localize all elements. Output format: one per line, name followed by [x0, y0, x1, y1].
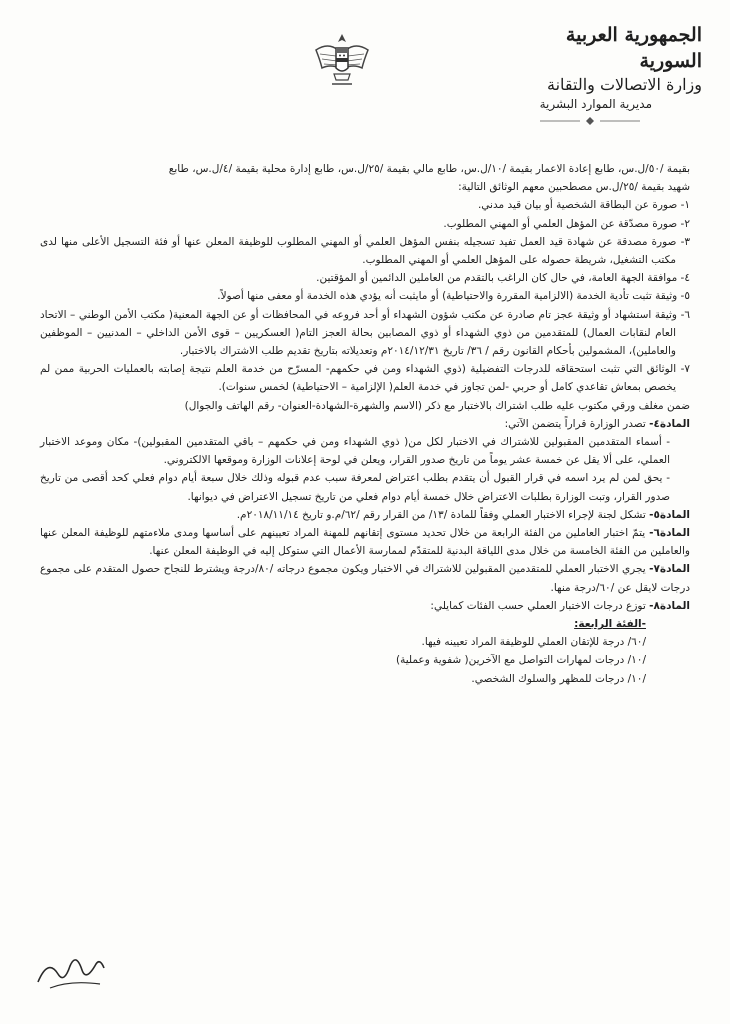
article-7	[40, 560, 690, 596]
article-4	[40, 415, 690, 433]
article-clause: - أسماء المتقدمين المقبولين للاشتراك في الاختبار لكل من( ذوي الشهداء ومن في حكمهم – باقي المتقدمين المقبولين)- مكان وموعد الاختبار العملي، على ألا يقل عن خمسة عشر يوماً من تاريخ صدور القرار، ويعلن في لوحة إعلانات الوزارة وموقعها الالكتروني.	[40, 436, 670, 467]
intro-line: شهيد بقيمة /٢٥/ل.س مصطحبين معهم الوثائق التالية:	[458, 181, 690, 194]
document-item: ٢- صورة مصدّقة عن المؤهل العلمي أو المهني المطلوب.	[443, 217, 690, 230]
article-number: المادة٥-	[649, 508, 690, 521]
document-item: ٣- صورة مصدقة عن شهادة قيد العمل تفيد تسجيله بنفس المؤهل العلمي أو المهني المطلوب للوظيفة المعلن عنها أو فئة التسجيل الأعلى منها لدى مكتب التشغيل، شريطة حصوله على المؤهل العلمي أو المهني المطلوب.	[40, 235, 690, 267]
article-number: المادة٧-	[649, 563, 690, 576]
article-5	[40, 506, 690, 524]
article-text: تشكل لجنة لإجراء الاختبار العملي وفقاً للمادة /١٣/ من القرار رقم /٦٢/م.و تاريخ ٢٠١٨/١١/١٤م.	[236, 508, 646, 521]
article-number: المادة٨-	[649, 599, 690, 612]
handwritten-signature-icon	[30, 944, 110, 994]
grade-item: /١٠/ درجات لمهارات التواصل مع الآخرين( شفوية وعملية)	[395, 654, 646, 667]
grade-item: /١٠/ درجات للمظهر والسلوك الشخصي.	[471, 672, 646, 685]
document-item: ١- صورة عن البطاقة الشخصية أو بيان قيد مدني.	[477, 199, 690, 212]
document-item: ٧- الوثائق التي تثبت استحقاقه للدرجات التفضيلية (ذوي الشهداء ومن في حكمهم- المسرّح من خدمة العلم نتيجة إصابته بالعمليات الحربية ممن لم يخصص بمعاش تقاعدي كامل أو حربي -لمن تجاوز في خدمة العلم( الإلزامية – الاحتياطية) لخمس سنوات).	[40, 363, 690, 394]
grade-item: /٦٠/ درجة للإتقان العملي للوظيفة المراد تعيينه فيها.	[421, 636, 646, 649]
article-text: توزع درجات الاختبار العملي حسب الفئات كمايلي:	[430, 599, 646, 612]
republic-name: الجمهورية العربية السورية	[565, 24, 702, 72]
category-title: -الفئة الرابعة:	[574, 618, 646, 631]
intro-line: بقيمة /٥٠/ل.س، طابع إعادة الاعمار بقيمة /١٠/ل.س، طابع مالي بقيمة /٢٥/ل.س، طابع إدارة محلية بقيمة /٤/ل.س، طابع	[168, 163, 690, 175]
article-text: يجري الاختبار العملي للمتقدمين المقبولين للاشتراك في الاختبار ويكون مجموع درجاته /٨٠/درجة ويشترط للنجاح حصول المتقدم على مجموع درجات لايقل عن /٦٠/درجة منها.	[40, 563, 690, 594]
article-number: المادة٤-	[649, 417, 690, 430]
article-text: يتمّ اختبار العاملين من الفئة الرابعة من خلال تحديد مستوى إتقانهم للمهنة المراد تعيينهم على أساسها ومدى ملاءمتهم للوظيفة المعلن عنها والعاملين من الفئة الخامسة من خلال مدى اللياقة البدنية للمتقدّم لممارسة الأعمال التي ستوكل إليه في الوظيفة المعلن عنها.	[40, 527, 690, 558]
syrian-eagle-emblem-icon	[310, 28, 374, 92]
article-number: المادة٦-	[649, 527, 690, 540]
article-8	[40, 597, 690, 615]
ministry-name: وزارة الاتصالات والتقانة	[546, 75, 702, 94]
envelope-note: ضمن مغلف ورقي مكتوب عليه طلب اشتراك بالاختبار مع ذكر (الاسم والشهرة-الشهادة-العنوان- رقم الهاتف والجوال)	[184, 399, 690, 412]
article-text: تصدر الوزارة قراراً يتضمن الآتي:	[504, 417, 646, 430]
document-item: ٦- وثيقة استشهاد أو وثيقة عجز تام صادرة عن مكتب شؤون الشهداء أو أحد فروعه في المحافظات أو عن الجهة المعنية( مكتب الأمن الوطني – الاتحاد العام لنقابات العمال) للمتقدمين من ذوي الشهداء أو ذوي المصابين بحالة العجز التام( العسكريين – قوى الأمن الداخلي – المدنيين – الموظفين والعاملين)، المشمولين بأحكام القانون رقم / ٣٦/ تاريخ ٢٠١٤/١٢/٣١م وتعديلاته بتاريخ تقديم طلب الاشتراك بالاختبار.	[40, 308, 690, 358]
body-text	[40, 160, 690, 688]
directorate-name: مديرية الموارد البشرية	[539, 97, 652, 111]
document-item: ٤- موافقة الجهة العامة، في حال كان الراغب بالتقدم من العاملين الدائمين أو المؤقتين.	[316, 272, 690, 285]
ornament-divider-icon	[540, 116, 640, 126]
article-clause: - يحق لمن لم يرد اسمه في قرار القبول أن يتقدم بطلب اعتراض لمعرفة سبب عدم قبوله وذلك خلال سبعة أيام دوام فعلي كحد أقصى من تاريخ صدور القرار، وتبت الوزارة بطلبات الاعتراض خلال خمسة أيام دوام فعلي من تاريخ تسجيل الاعتراض في ديوانها.	[40, 472, 670, 503]
article-6	[40, 524, 690, 560]
document-item: ٥- وثيقة تثبت تأدية الخدمة (الالزامية المقررة والاحتياطية) أو مايثبت أنه يؤدي هذه الخدمة أو معفى منها أصولاً.	[217, 290, 690, 303]
letterhead	[512, 22, 702, 96]
